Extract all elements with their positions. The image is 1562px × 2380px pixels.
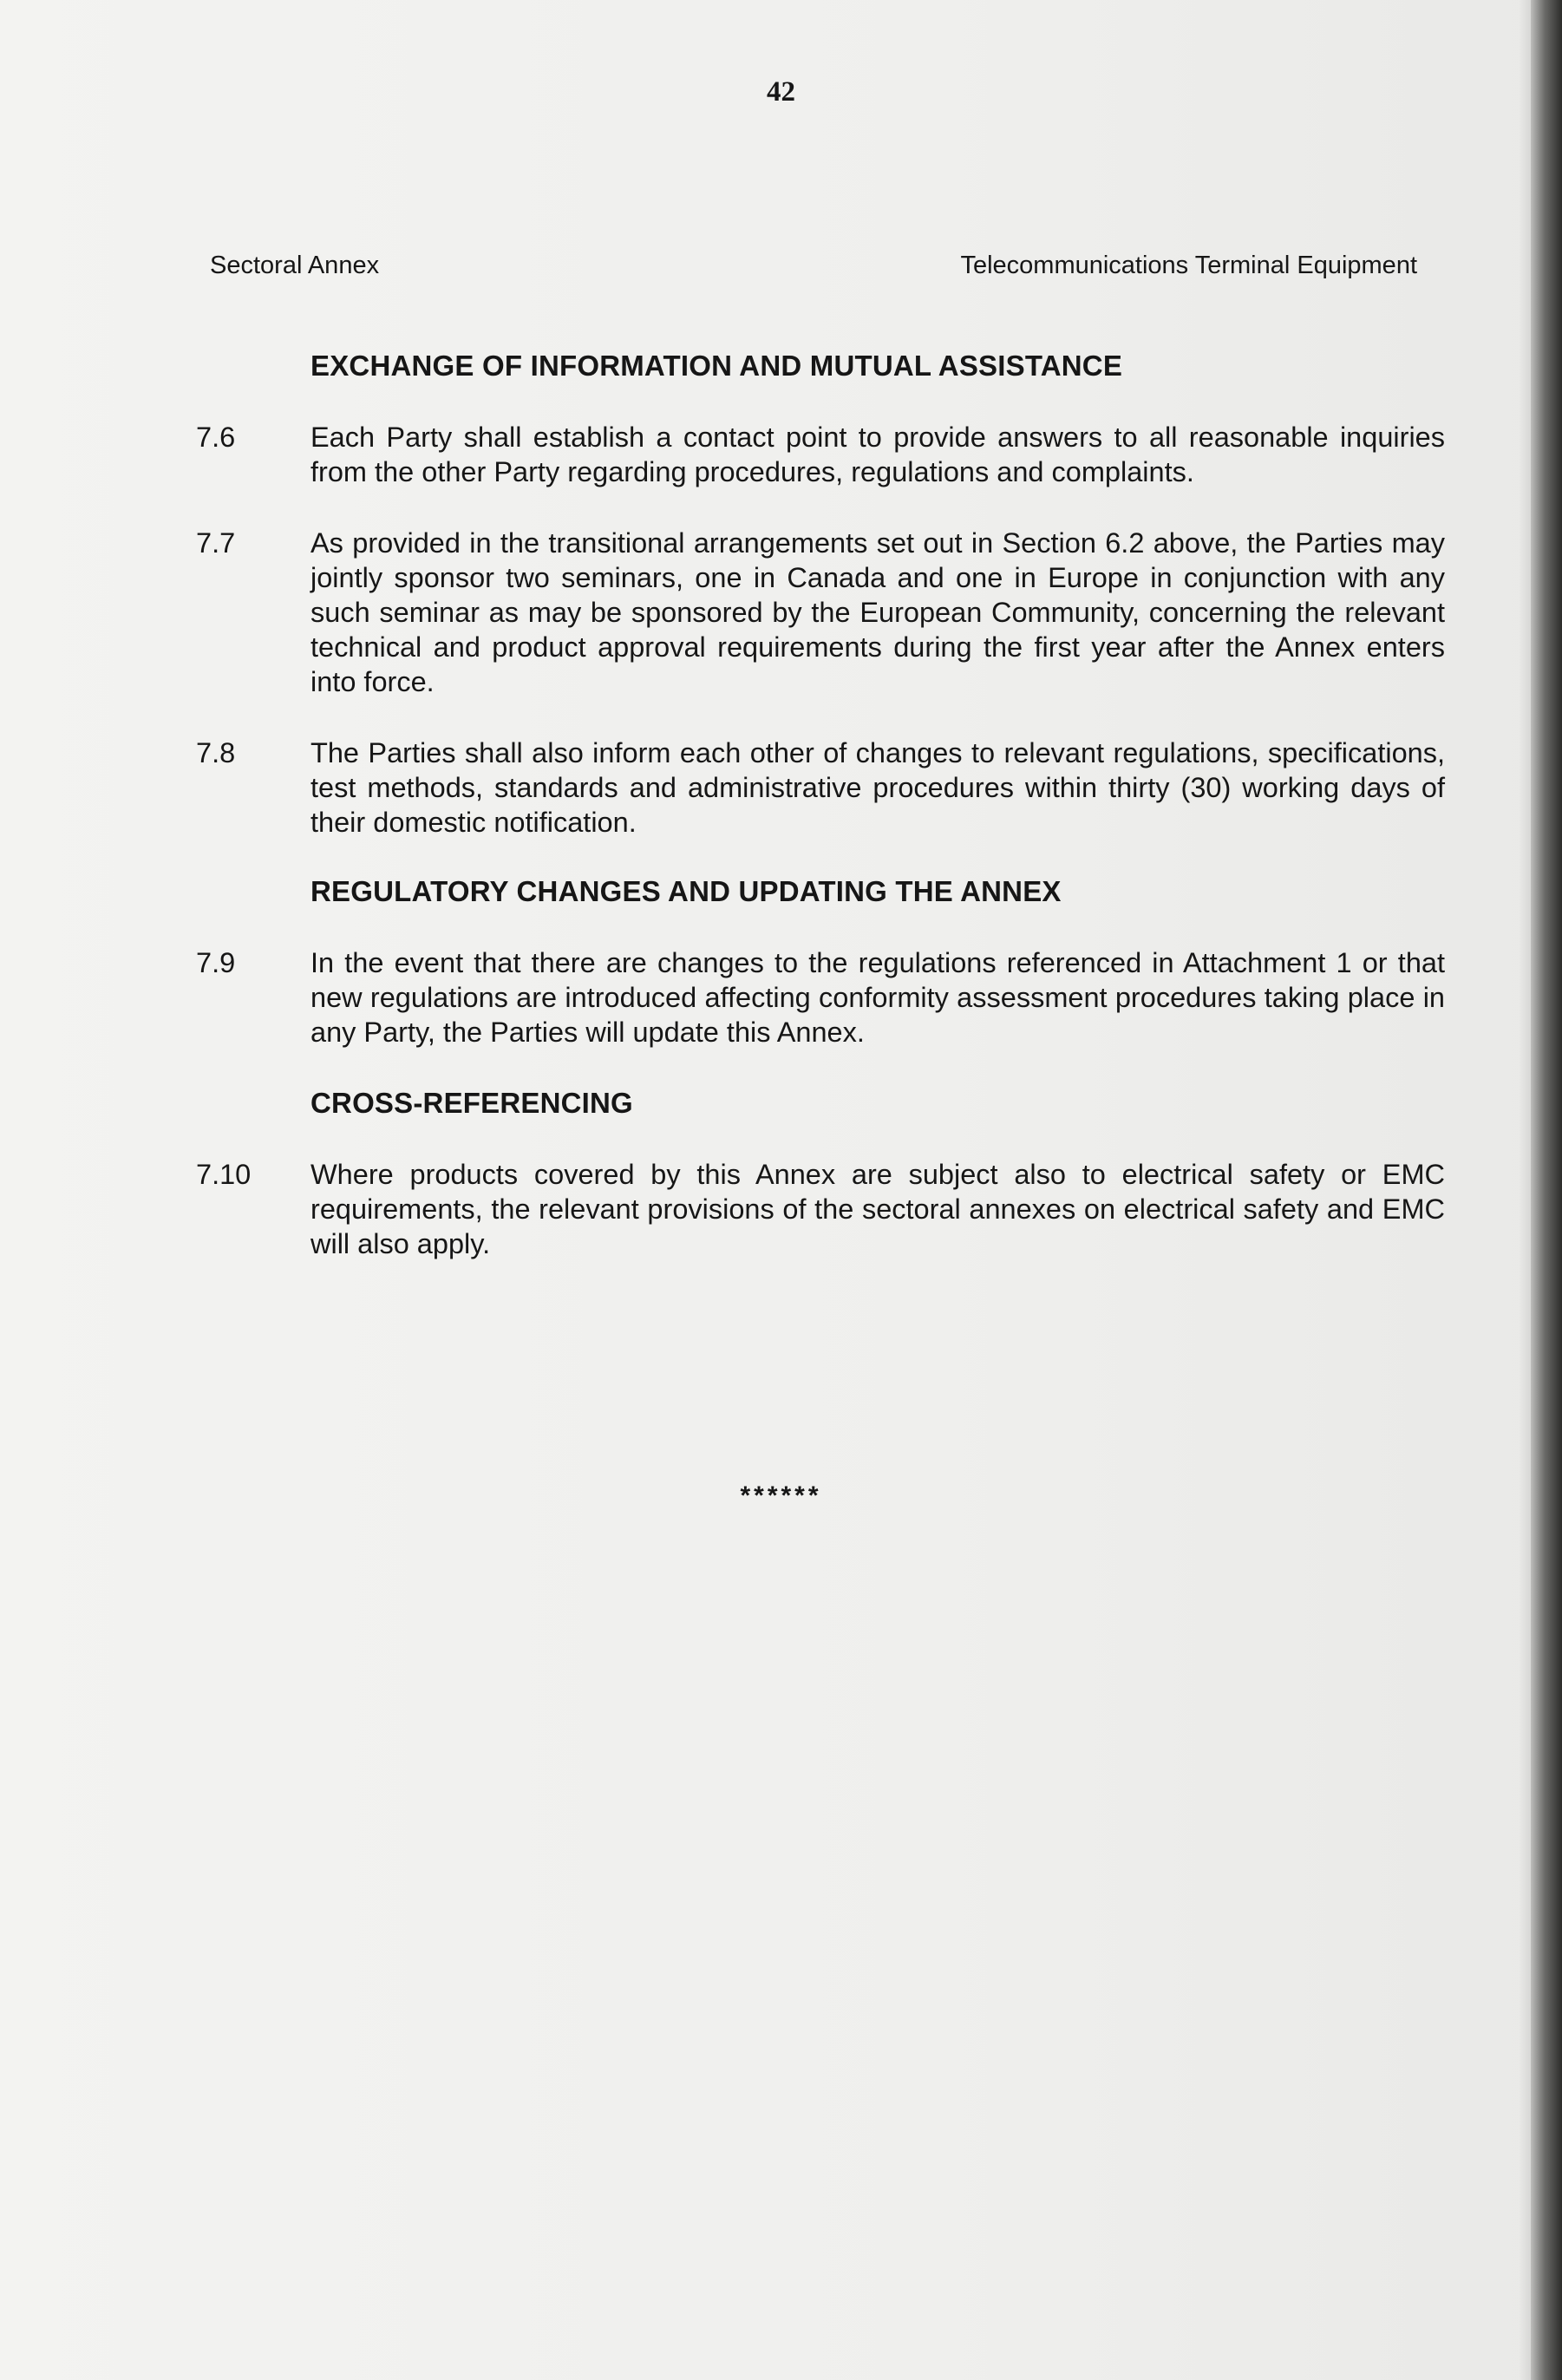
binding-shadow: [1519, 0, 1531, 2380]
page-number: 42: [767, 76, 795, 108]
paragraph-text: In the event that there are changes to the regulations referenced in Attachment 1 or that new regulations are introduced affecting conformity assessment procedures taking place in any Party, the Parties will update this Annex.: [310, 947, 1445, 1048]
paragraph-number: 7.10: [196, 1159, 252, 1190]
section-heading-exchange: EXCHANGE OF INFORMATION AND MUTUAL ASSISTANCE: [310, 350, 1123, 382]
paragraph-text: Where products covered by this Annex are subject also to electrical safety or EMC requirements, the relevant provisions of the sectoral annexes on electrical safety and EMC will also apply.: [310, 1159, 1445, 1259]
paragraph-number: 7.9: [196, 947, 236, 978]
section-heading-cross-referencing: CROSS-REFERENCING: [310, 1087, 633, 1119]
paragraph-text: Each Party shall establish a contact point to provide answers to all reasonable inquiries from the other Party regarding procedures, regulations and complaints.: [310, 422, 1445, 487]
paragraph-7-9: [196, 945, 1445, 1049]
binding-edge: [1531, 0, 1562, 2380]
paragraph-7-6: [196, 420, 1445, 489]
running-header-right: Telecommunications Terminal Equipment: [960, 252, 1417, 279]
paragraph-7-8: [196, 736, 1445, 840]
section-heading-regulatory-changes: REGULATORY CHANGES AND UPDATING THE ANNEX: [310, 875, 1062, 907]
paragraph-7-7: [196, 526, 1445, 699]
paragraph-text: As provided in the transitional arrangements set out in Section 6.2 above, the Parties may jointly sponsor two seminars, one in Canada and one in Europe in conjunction with any such seminar as may be sponsored by the European Community, concerning the relevant technical and product approval requirements during the first year after the Annex enters into force.: [310, 527, 1445, 697]
end-of-section-marker: ******: [740, 1481, 822, 1510]
running-header-left: Sectoral Annex: [210, 252, 380, 279]
paragraph-text: The Parties shall also inform each other of changes to relevant regulations, specifications, test methods, standards and administrative procedures within thirty (30) working days of their domestic notification.: [310, 737, 1445, 838]
paragraph-number: 7.7: [196, 527, 236, 559]
document-body: [196, 349, 1445, 1261]
paragraph-number: 7.6: [196, 422, 236, 453]
paragraph-7-10: [196, 1157, 1445, 1261]
paragraph-number: 7.8: [196, 737, 236, 768]
